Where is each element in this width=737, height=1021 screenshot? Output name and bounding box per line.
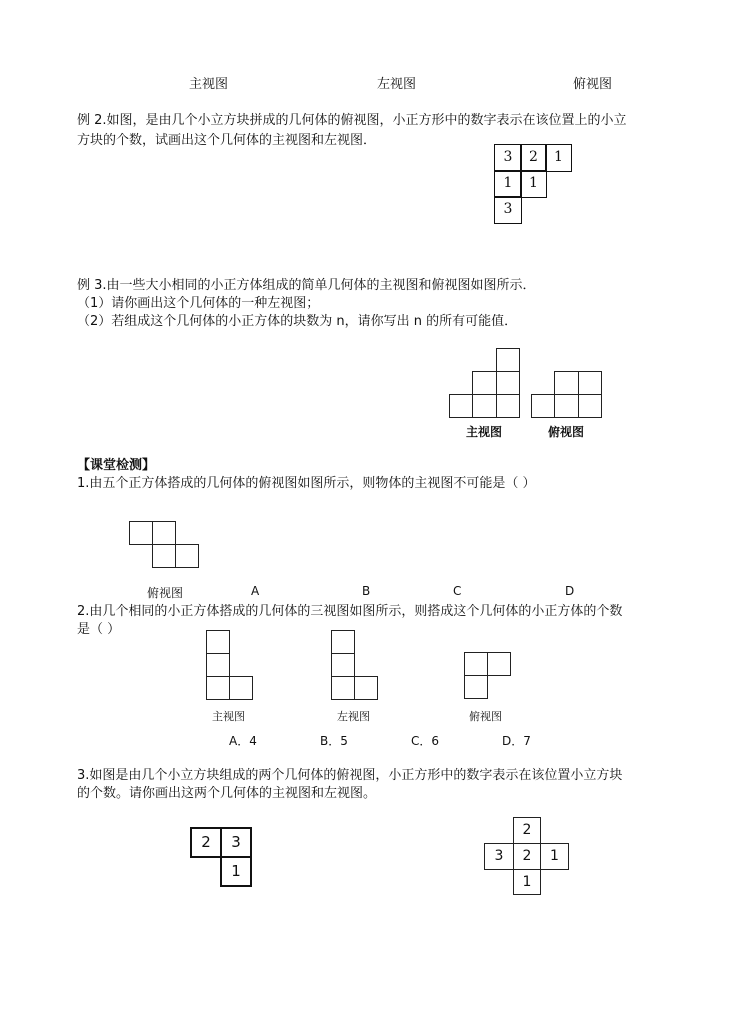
grid-cell: 1 — [494, 170, 522, 198]
cube-square — [487, 652, 511, 676]
grid-cell-left: 3 — [484, 843, 514, 870]
cube-square — [464, 652, 488, 676]
cube-square — [206, 630, 230, 654]
cube-square — [229, 676, 253, 700]
q1-top-view — [129, 521, 199, 569]
q2-option-c: C．6 — [411, 734, 440, 748]
q2-line2: 是（ ） — [77, 622, 121, 637]
cube-square — [496, 371, 520, 395]
q2-option-b: B．5 — [320, 734, 348, 748]
q2-main-view — [206, 630, 254, 700]
cube-square — [129, 521, 153, 545]
grid-cell: 1 — [545, 144, 572, 172]
cube-square — [464, 675, 488, 699]
q3-line1: 3.如图是由几个小立方块组成的两个几何体的俯视图，小正方形中的数字表示在该位置小立方块 — [77, 768, 623, 783]
q3-grid-b — [484, 817, 570, 895]
cube-square — [449, 394, 473, 418]
q2-top-view — [464, 652, 512, 700]
q1-text: 1.由五个正方体搭成的几何体的俯视图如图所示，则物体的主视图不可能是（ ） — [77, 476, 536, 491]
q2-line1: 2.由几个相同的小正方体搭成的几何体的三视图如图所示，则搭成这个几何体的小正方体的个数 — [77, 604, 623, 619]
grid-cell-top: 2 — [513, 817, 541, 844]
section-title: 【课堂检测】 — [77, 458, 156, 473]
q2-option-d: D．7 — [502, 734, 531, 748]
cube-square — [331, 630, 355, 654]
grid-cell: 2 — [190, 827, 222, 858]
grid-cell: 1 — [220, 856, 252, 887]
example3-question1: （1）请你画出这个几何体的一种左视图； — [77, 296, 320, 311]
label-main-view: 主视图 — [189, 77, 229, 92]
label-left-view: 左视图 — [377, 77, 417, 92]
q1-option-b: B — [362, 584, 371, 598]
q2-left-view-label: 左视图 — [337, 710, 370, 723]
cube-square — [354, 676, 378, 700]
grid-cell-center: 2 — [513, 843, 541, 870]
cube-square — [152, 521, 176, 545]
grid-cell-right: 1 — [540, 843, 569, 870]
grid-cell: 3 — [494, 144, 522, 172]
example3-top-view-label: 俯视图 — [548, 425, 585, 439]
cube-square — [554, 371, 579, 395]
example2-line1: 例 2.如图，是由几个小立方块拼成的几何体的俯视图，小正方形中的数字表示在该位置上的小立 — [77, 113, 627, 128]
q1-option-d: D — [565, 584, 575, 598]
cube-square — [152, 544, 176, 568]
example3-line1: 例 3.由一些大小相同的小正方体组成的简单几何体的主视图和俯视图如图所示． — [77, 278, 536, 293]
example3-main-view — [449, 348, 521, 418]
q1-option-a: A — [251, 584, 260, 598]
q2-top-view-label: 俯视图 — [469, 710, 502, 723]
example2-top-view-grid — [494, 144, 574, 226]
cube-square — [554, 394, 579, 418]
cube-square — [531, 394, 555, 418]
grid-cell: 1 — [520, 170, 547, 198]
grid-cell: 2 — [520, 144, 547, 172]
example2-line2: 方块的个数，试画出这个几何体的主视图和左视图． — [77, 133, 377, 148]
cube-square — [578, 371, 602, 395]
q3-line2: 的个数。请你画出这两个几何体的主视图和左视图。 — [77, 786, 377, 801]
q1-figure-label: 俯视图 — [147, 586, 184, 600]
q3-grid-a — [190, 827, 254, 888]
grid-cell-bottom: 1 — [513, 869, 541, 895]
example3-question2: （2）若组成这个几何体的小正方体的块数为 n，请你写出 n 的所有可能值． — [77, 314, 518, 329]
q2-option-a: A．4 — [229, 734, 257, 748]
cube-square — [472, 371, 497, 395]
q2-main-view-label: 主视图 — [212, 710, 245, 723]
cube-square — [331, 653, 355, 677]
cube-square — [578, 394, 602, 418]
cube-square — [175, 544, 199, 568]
cube-square — [472, 394, 497, 418]
cube-square — [496, 348, 520, 372]
cube-square — [206, 676, 230, 700]
grid-cell: 3 — [220, 827, 252, 858]
q2-left-view — [331, 630, 379, 700]
label-top-view: 俯视图 — [573, 77, 613, 92]
cube-square — [496, 394, 520, 418]
q1-option-c: C — [453, 584, 462, 598]
example3-main-view-label: 主视图 — [466, 425, 503, 439]
cube-square — [331, 676, 355, 700]
example3-top-view — [531, 371, 603, 418]
grid-cell: 3 — [494, 196, 522, 224]
cube-square — [206, 653, 230, 677]
